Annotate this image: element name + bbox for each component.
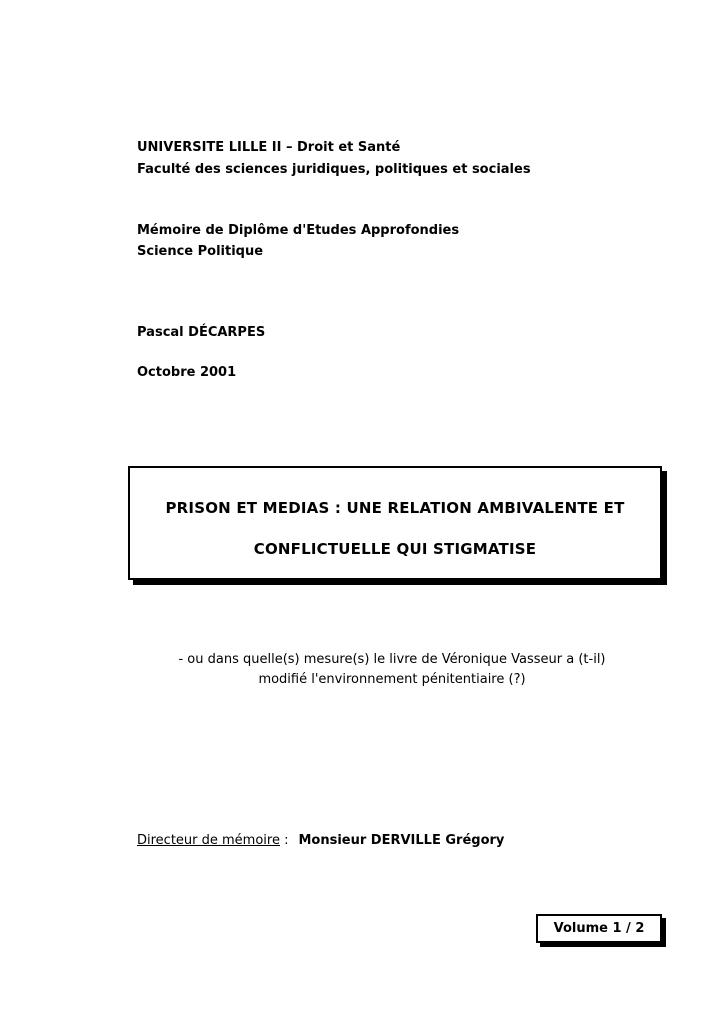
memoire-type: Mémoire de Diplôme d'Etudes Approfondies xyxy=(137,223,460,238)
director-label: Directeur de mémoire xyxy=(137,833,280,848)
document-date: Octobre 2001 xyxy=(137,365,237,380)
director-separator: : xyxy=(279,833,289,848)
director-name: Monsieur DERVILLE Grégory xyxy=(298,833,505,848)
university-name: UNIVERSITE LILLE II – Droit et Santé xyxy=(137,140,401,155)
director-line xyxy=(137,832,504,849)
subtitle-line-1: - ou dans quelle(s) mesure(s) le livre de Véronique Vasseur a (t-il) xyxy=(178,652,606,667)
title-box xyxy=(128,466,662,580)
degree-field: Science Politique xyxy=(137,244,264,259)
title-line-1: PRISON ET MEDIAS : UNE RELATION AMBIVALENTE ET xyxy=(165,499,625,517)
faculty-name: Faculté des sciences juridiques, politiques et sociales xyxy=(137,162,531,177)
author-name: Pascal DÉCARPES xyxy=(137,325,266,340)
volume-badge: Volume 1 / 2 xyxy=(536,914,662,943)
subtitle-line-2: modifié l'environnement pénitentiaire (?) xyxy=(258,672,526,687)
title-line-2: CONFLICTUELLE QUI STIGMATISE xyxy=(253,540,537,558)
